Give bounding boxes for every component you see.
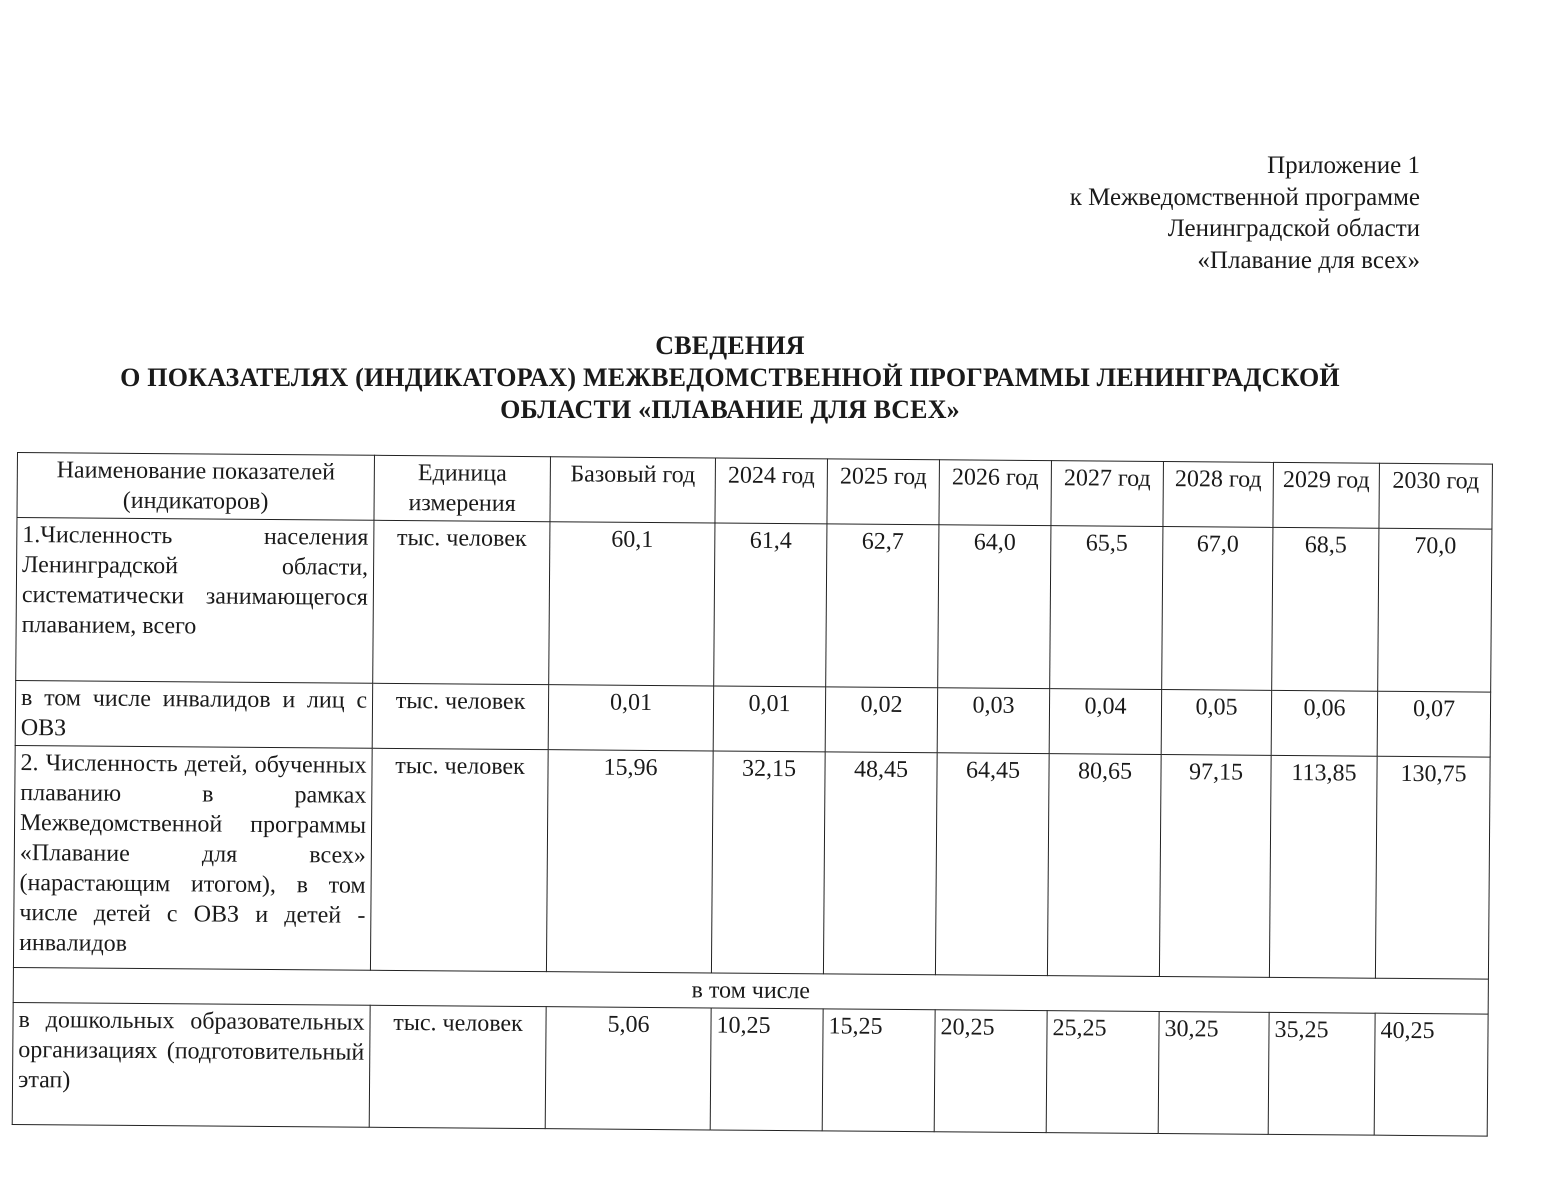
appendix-line: «Плавание для всех» — [1197, 246, 1420, 274]
appendix-note — [1070, 150, 1420, 276]
table-row — [13, 745, 1490, 979]
indicator-value-2024: 10,25 — [710, 1008, 823, 1131]
indicator-value-2024: 32,15 — [711, 751, 825, 974]
indicators-table — [12, 452, 1493, 1137]
title-line: О ПОКАЗАТЕЛЯХ (ИНДИКАТОРАХ) МЕЖВЕДОМСТВЕННОЙ ПРОГРАММЫ ЛЕНИНГРАДСКОЙ — [120, 363, 1340, 392]
subheader-label: в том числе — [13, 967, 1488, 1014]
table-row — [16, 518, 1492, 693]
indicator-value-2030: 40,25 — [1374, 1013, 1488, 1136]
indicator-value-2026: 64,0 — [938, 525, 1051, 689]
indicator-value-2025: 62,7 — [826, 524, 939, 688]
header-year-2028: 2028 год — [1163, 462, 1274, 528]
indicator-value-2028: 0,05 — [1161, 689, 1272, 755]
indicator-base-value: 5,06 — [545, 1007, 711, 1130]
appendix-line: Ленинградской области — [1167, 215, 1420, 242]
indicator-value-2024: 61,4 — [714, 523, 827, 687]
document-title — [80, 330, 1380, 426]
indicator-value-2025: 15,25 — [822, 1009, 935, 1132]
indicator-value-2025: 0,02 — [825, 687, 938, 753]
indicator-value-2026: 20,25 — [934, 1010, 1047, 1133]
table-header-row — [17, 453, 1492, 530]
header-year-2024: 2024 год — [715, 458, 828, 524]
appendix-line: Приложение 1 — [1267, 152, 1420, 179]
indicator-base-value: 15,96 — [546, 750, 713, 973]
indicator-value-2029: 68,5 — [1272, 527, 1379, 691]
indicator-unit: тыс. человек — [370, 748, 548, 971]
indicator-value-2026: 0,03 — [937, 688, 1050, 754]
indicator-value-2027: 65,5 — [1050, 526, 1163, 690]
indicator-base-value: 0,01 — [548, 685, 714, 751]
header-year-2025: 2025 год — [827, 459, 940, 525]
indicator-unit: тыс. человек — [369, 1005, 546, 1128]
title-line: ОБЛАСТИ «ПЛАВАНИЕ ДЛЯ ВСЕХ» — [500, 395, 960, 424]
indicator-value-2030: 0,07 — [1377, 691, 1491, 757]
title-line: СВЕДЕНИЯ — [655, 331, 805, 360]
indicator-value-2029: 35,25 — [1268, 1012, 1375, 1135]
indicator-value-2027: 80,65 — [1047, 754, 1161, 977]
header-name: Наименование показателей (индикаторов) — [17, 453, 374, 521]
indicator-value-2024: 0,01 — [713, 686, 826, 752]
indicator-name: в том числе инвалидов и лиц с ОВЗ — [15, 680, 372, 748]
header-base-year: Базовый год — [550, 457, 716, 523]
table-row — [15, 680, 1490, 757]
indicator-value-2027: 25,25 — [1046, 1011, 1159, 1134]
appendix-line: к Межведомственной программе — [1069, 183, 1420, 211]
indicator-name: 2. Численность детей, обученных плаванию в рамках Межведомственной программы «Плавание для всех» (нарастающим итогом), в том числе детей с ОВЗ и детей - инвалидов — [13, 745, 372, 970]
header-year-2029: 2029 год — [1273, 462, 1380, 528]
indicator-base-value: 60,1 — [549, 522, 715, 686]
indicator-value-2030: 130,75 — [1375, 756, 1490, 979]
indicator-value-2030: 70,0 — [1378, 528, 1492, 692]
header-year-2030: 2030 год — [1379, 463, 1493, 529]
indicator-value-2026: 64,45 — [935, 753, 1049, 976]
indicator-value-2027: 0,04 — [1049, 689, 1162, 755]
indicator-value-2029: 113,85 — [1269, 755, 1377, 978]
indicator-unit: тыс. человек — [373, 520, 550, 684]
indicator-name: в дошкольных образовательных организациях (подготовительный этап) — [12, 1002, 370, 1127]
indicator-value-2028: 97,15 — [1159, 754, 1271, 977]
indicator-value-2028: 30,25 — [1158, 1011, 1269, 1134]
indicator-value-2028: 67,0 — [1162, 527, 1273, 691]
header-year-2026: 2026 год — [939, 460, 1052, 526]
indicator-value-2025: 48,45 — [823, 752, 937, 975]
table-row — [12, 1002, 1488, 1136]
indicator-name: 1.Численность населения Ленинградской области, систематически занимающегося плаванием, всего — [16, 518, 374, 684]
indicator-value-2029: 0,06 — [1271, 690, 1378, 756]
header-unit: Единица измерения — [374, 455, 551, 521]
indicator-unit: тыс. человек — [372, 683, 549, 749]
header-year-2027: 2027 год — [1051, 461, 1164, 527]
